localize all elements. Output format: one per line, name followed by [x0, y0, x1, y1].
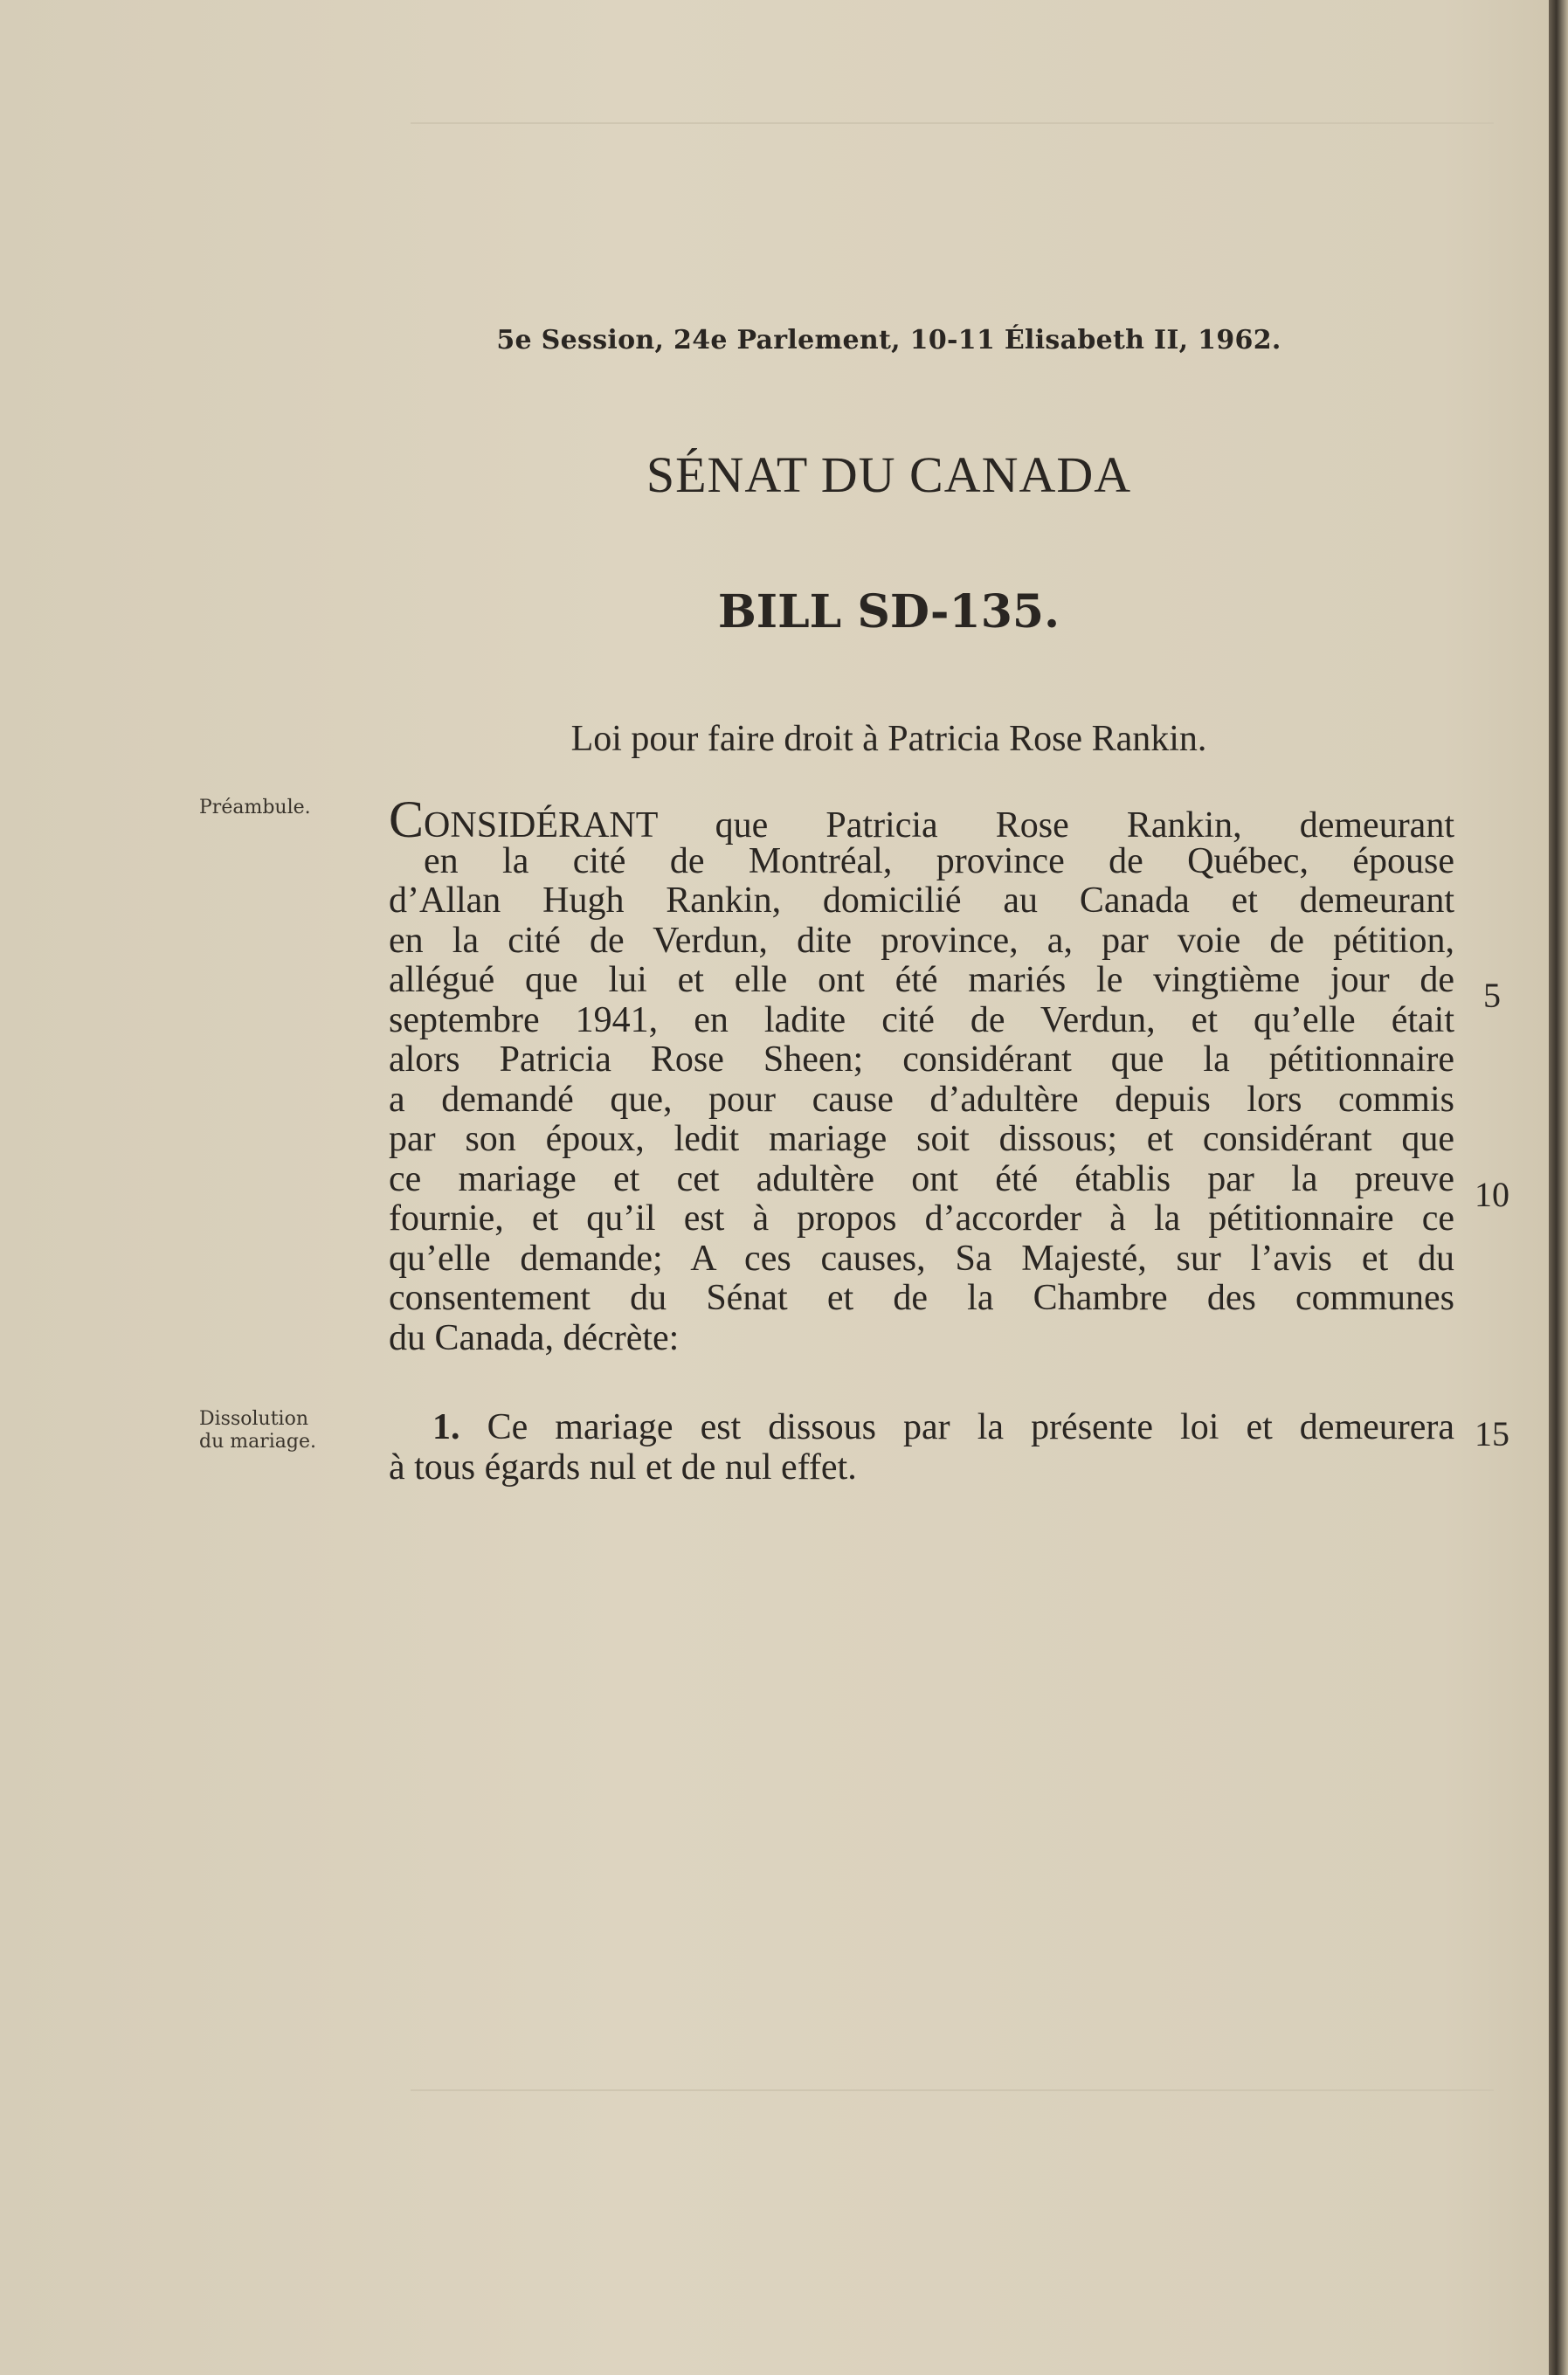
- section-line: à tous égards nul et de nul effet.: [389, 1446, 857, 1488]
- margin-note-line: Dissolution: [199, 1408, 308, 1430]
- preamble-line: ce mariage et cet adultère ont été établis par la preuve: [389, 1158, 1454, 1199]
- bill-long-title: Loi pour faire droit à Patricia Rose Rankin.: [570, 719, 1207, 759]
- section-line: 1. Ce mariage est dissous par la présente loi et demeurera: [432, 1407, 1455, 1447]
- preamble-line: fournie, et qu’il est à propos d’accorder à la pétitionnaire ce: [389, 1198, 1454, 1239]
- section-number: 1.: [432, 1407, 460, 1447]
- preamble-line: CONSIDÉRANT que Patricia Rose Rankin, demeurant: [389, 791, 1454, 848]
- preamble-line: consentement du Sénat et de la Chambre des communes: [389, 1278, 1454, 1318]
- preamble-line: par son époux, ledit mariage soit dissous; et considérant que: [389, 1119, 1454, 1159]
- session-heading: 5e Session, 24e Parlement, 10-11 Élisabeth II, 1962.: [496, 325, 1281, 356]
- bleed-through-rule: [411, 122, 1494, 124]
- preamble-line: alors Patricia Rose Sheen; considérant que la pétitionnaire: [389, 1039, 1454, 1080]
- preamble-text: [389, 791, 1454, 1358]
- section-1-text: [389, 1408, 1454, 1488]
- preamble-line: allégué que lui et elle ont été mariés le vingtième jour de: [389, 960, 1454, 1000]
- preamble-line: a demandé que, pour cause d’adultère depuis lors commis: [389, 1079, 1454, 1120]
- drop-cap: C: [389, 791, 425, 848]
- preamble-line: en la cité de Verdun, dite province, a, par voie de pétition,: [389, 920, 1454, 961]
- bill-number: BILL SD-135.: [717, 585, 1060, 639]
- margin-note-dissolution: [199, 1408, 374, 1453]
- binding-edge: [1549, 0, 1568, 2375]
- bleed-through-rule: [411, 2089, 1494, 2091]
- preamble-line: septembre 1941, en ladite cité de Verdun, et qu’elle était: [389, 999, 1454, 1040]
- preamble-line: du Canada, décrète:: [389, 1317, 680, 1358]
- preamble-line: en la cité de Montréal, province de Québec, épouse: [424, 840, 1454, 881]
- margin-note-preamble: Préambule.: [199, 797, 311, 818]
- line-number: 10: [1475, 1175, 1509, 1214]
- preamble-line: qu’elle demande; A ces causes, Sa Majesté, sur l’avis et du: [389, 1238, 1454, 1279]
- line-number: 5: [1483, 976, 1501, 1015]
- chamber-heading: SÉNAT DU CANADA: [646, 446, 1132, 503]
- preamble-line: d’Allan Hugh Rankin, domicilié au Canada et demeurant: [389, 880, 1454, 921]
- line-number: 15: [1475, 1414, 1509, 1453]
- margin-note-line: du mariage.: [199, 1431, 316, 1453]
